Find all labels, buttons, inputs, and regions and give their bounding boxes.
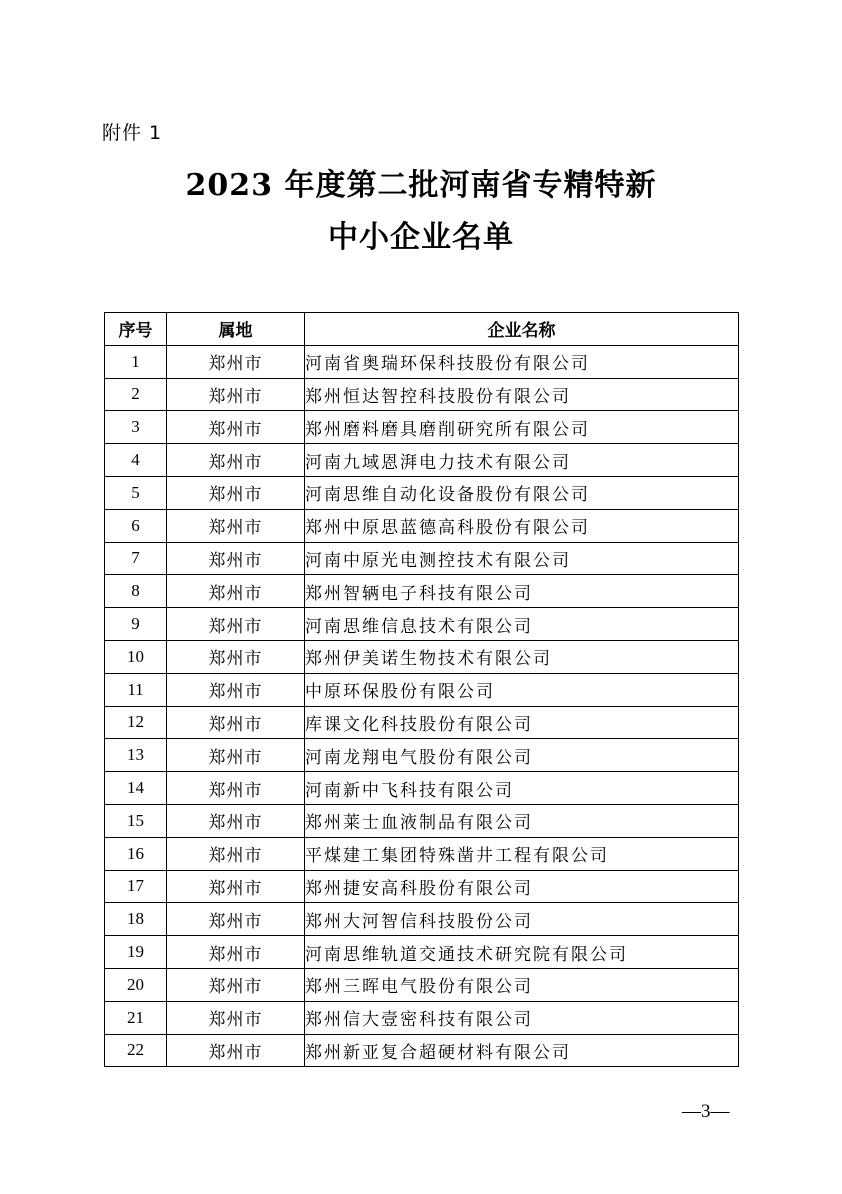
row-company-name: 河南省奥瑞环保科技股份有限公司 (305, 345, 739, 378)
row-location: 郑州市 (167, 1034, 305, 1067)
document-title-line-1: 2023 年度第二批河南省专精特新 (185, 168, 657, 203)
table-row (105, 608, 739, 641)
row-location: 郑州市 (167, 837, 305, 870)
table-row (105, 1034, 739, 1067)
row-company-name: 郑州新亚复合超硬材料有限公司 (305, 1034, 739, 1067)
row-company-name: 河南中原光电测控技术有限公司 (305, 542, 739, 575)
row-company-name: 郑州三晖电气股份有限公司 (305, 968, 739, 1001)
table-row (105, 936, 739, 969)
table-row (105, 673, 739, 706)
row-location: 郑州市 (167, 378, 305, 411)
row-company-name: 郑州磨料磨具磨削研究所有限公司 (305, 411, 739, 444)
row-serial-number: 7 (105, 542, 167, 575)
table-row (105, 1001, 739, 1034)
row-serial-number: 6 (105, 509, 167, 542)
row-serial-number: 9 (105, 608, 167, 641)
row-serial-number: 18 (105, 903, 167, 936)
row-company-name: 河南龙翔电气股份有限公司 (305, 739, 739, 772)
row-company-name: 郑州莱士血液制品有限公司 (305, 804, 739, 837)
row-location: 郑州市 (167, 804, 305, 837)
table-row (105, 444, 739, 477)
row-company-name: 郑州恒达智控科技股份有限公司 (305, 378, 739, 411)
attachment-label: 附件 1 (102, 122, 163, 144)
table-row (105, 837, 739, 870)
table-row (105, 706, 739, 739)
row-company-name: 河南九域恩湃电力技术有限公司 (305, 444, 739, 477)
row-location: 郑州市 (167, 936, 305, 969)
row-company-name: 郑州大河智信科技股份公司 (305, 903, 739, 936)
page-number: —3— (682, 1101, 730, 1122)
table-row (105, 870, 739, 903)
row-serial-number: 14 (105, 772, 167, 805)
row-serial-number: 21 (105, 1001, 167, 1034)
row-location: 郑州市 (167, 411, 305, 444)
row-serial-number: 15 (105, 804, 167, 837)
table-row (105, 804, 739, 837)
row-location: 郑州市 (167, 542, 305, 575)
row-serial-number: 1 (105, 345, 167, 378)
table-row (105, 345, 739, 378)
row-serial-number: 13 (105, 739, 167, 772)
table-row (105, 772, 739, 805)
row-company-name: 河南思维轨道交通技术研究院有限公司 (305, 936, 739, 969)
row-location: 郑州市 (167, 739, 305, 772)
row-serial-number: 20 (105, 968, 167, 1001)
row-company-name: 郑州捷安高科股份有限公司 (305, 870, 739, 903)
row-serial-number: 19 (105, 936, 167, 969)
header-company-name: 企业名称 (305, 313, 739, 346)
row-serial-number: 10 (105, 640, 167, 673)
row-serial-number: 17 (105, 870, 167, 903)
table-row (105, 509, 739, 542)
row-serial-number: 8 (105, 575, 167, 608)
row-company-name: 河南思维信息技术有限公司 (305, 608, 739, 641)
row-location: 郑州市 (167, 673, 305, 706)
row-company-name: 郑州伊美诺生物技术有限公司 (305, 640, 739, 673)
row-location: 郑州市 (167, 509, 305, 542)
row-company-name: 郑州信大壹密科技有限公司 (305, 1001, 739, 1034)
table-row (105, 640, 739, 673)
row-location: 郑州市 (167, 903, 305, 936)
table-row (105, 968, 739, 1001)
row-serial-number: 2 (105, 378, 167, 411)
row-company-name: 郑州中原思蓝德高科股份有限公司 (305, 509, 739, 542)
row-location: 郑州市 (167, 476, 305, 509)
row-company-name: 郑州智辆电子科技有限公司 (305, 575, 739, 608)
row-company-name: 中原环保股份有限公司 (305, 673, 739, 706)
row-serial-number: 16 (105, 837, 167, 870)
row-serial-number: 4 (105, 444, 167, 477)
row-company-name: 河南思维自动化设备股份有限公司 (305, 476, 739, 509)
row-company-name: 平煤建工集团特殊凿井工程有限公司 (305, 837, 739, 870)
table-row (105, 411, 739, 444)
row-serial-number: 22 (105, 1034, 167, 1067)
row-serial-number: 11 (105, 673, 167, 706)
enterprise-list-table (104, 312, 739, 1067)
row-location: 郑州市 (167, 575, 305, 608)
table-row (105, 476, 739, 509)
header-serial-number: 序号 (105, 313, 167, 346)
table-row (105, 378, 739, 411)
row-company-name: 库课文化科技股份有限公司 (305, 706, 739, 739)
row-location: 郑州市 (167, 345, 305, 378)
row-serial-number: 3 (105, 411, 167, 444)
table-row (105, 903, 739, 936)
row-location: 郑州市 (167, 640, 305, 673)
row-location: 郑州市 (167, 608, 305, 641)
row-serial-number: 12 (105, 706, 167, 739)
table-row (105, 575, 739, 608)
row-location: 郑州市 (167, 1001, 305, 1034)
row-location: 郑州市 (167, 706, 305, 739)
row-location: 郑州市 (167, 968, 305, 1001)
document-title-line-2: 中小企业名单 (328, 220, 514, 255)
row-serial-number: 5 (105, 476, 167, 509)
row-company-name: 河南新中飞科技有限公司 (305, 772, 739, 805)
table-header-row (105, 313, 739, 346)
row-location: 郑州市 (167, 772, 305, 805)
row-location: 郑州市 (167, 444, 305, 477)
table-row (105, 542, 739, 575)
table-row (105, 739, 739, 772)
row-location: 郑州市 (167, 870, 305, 903)
header-location: 属地 (167, 313, 305, 346)
